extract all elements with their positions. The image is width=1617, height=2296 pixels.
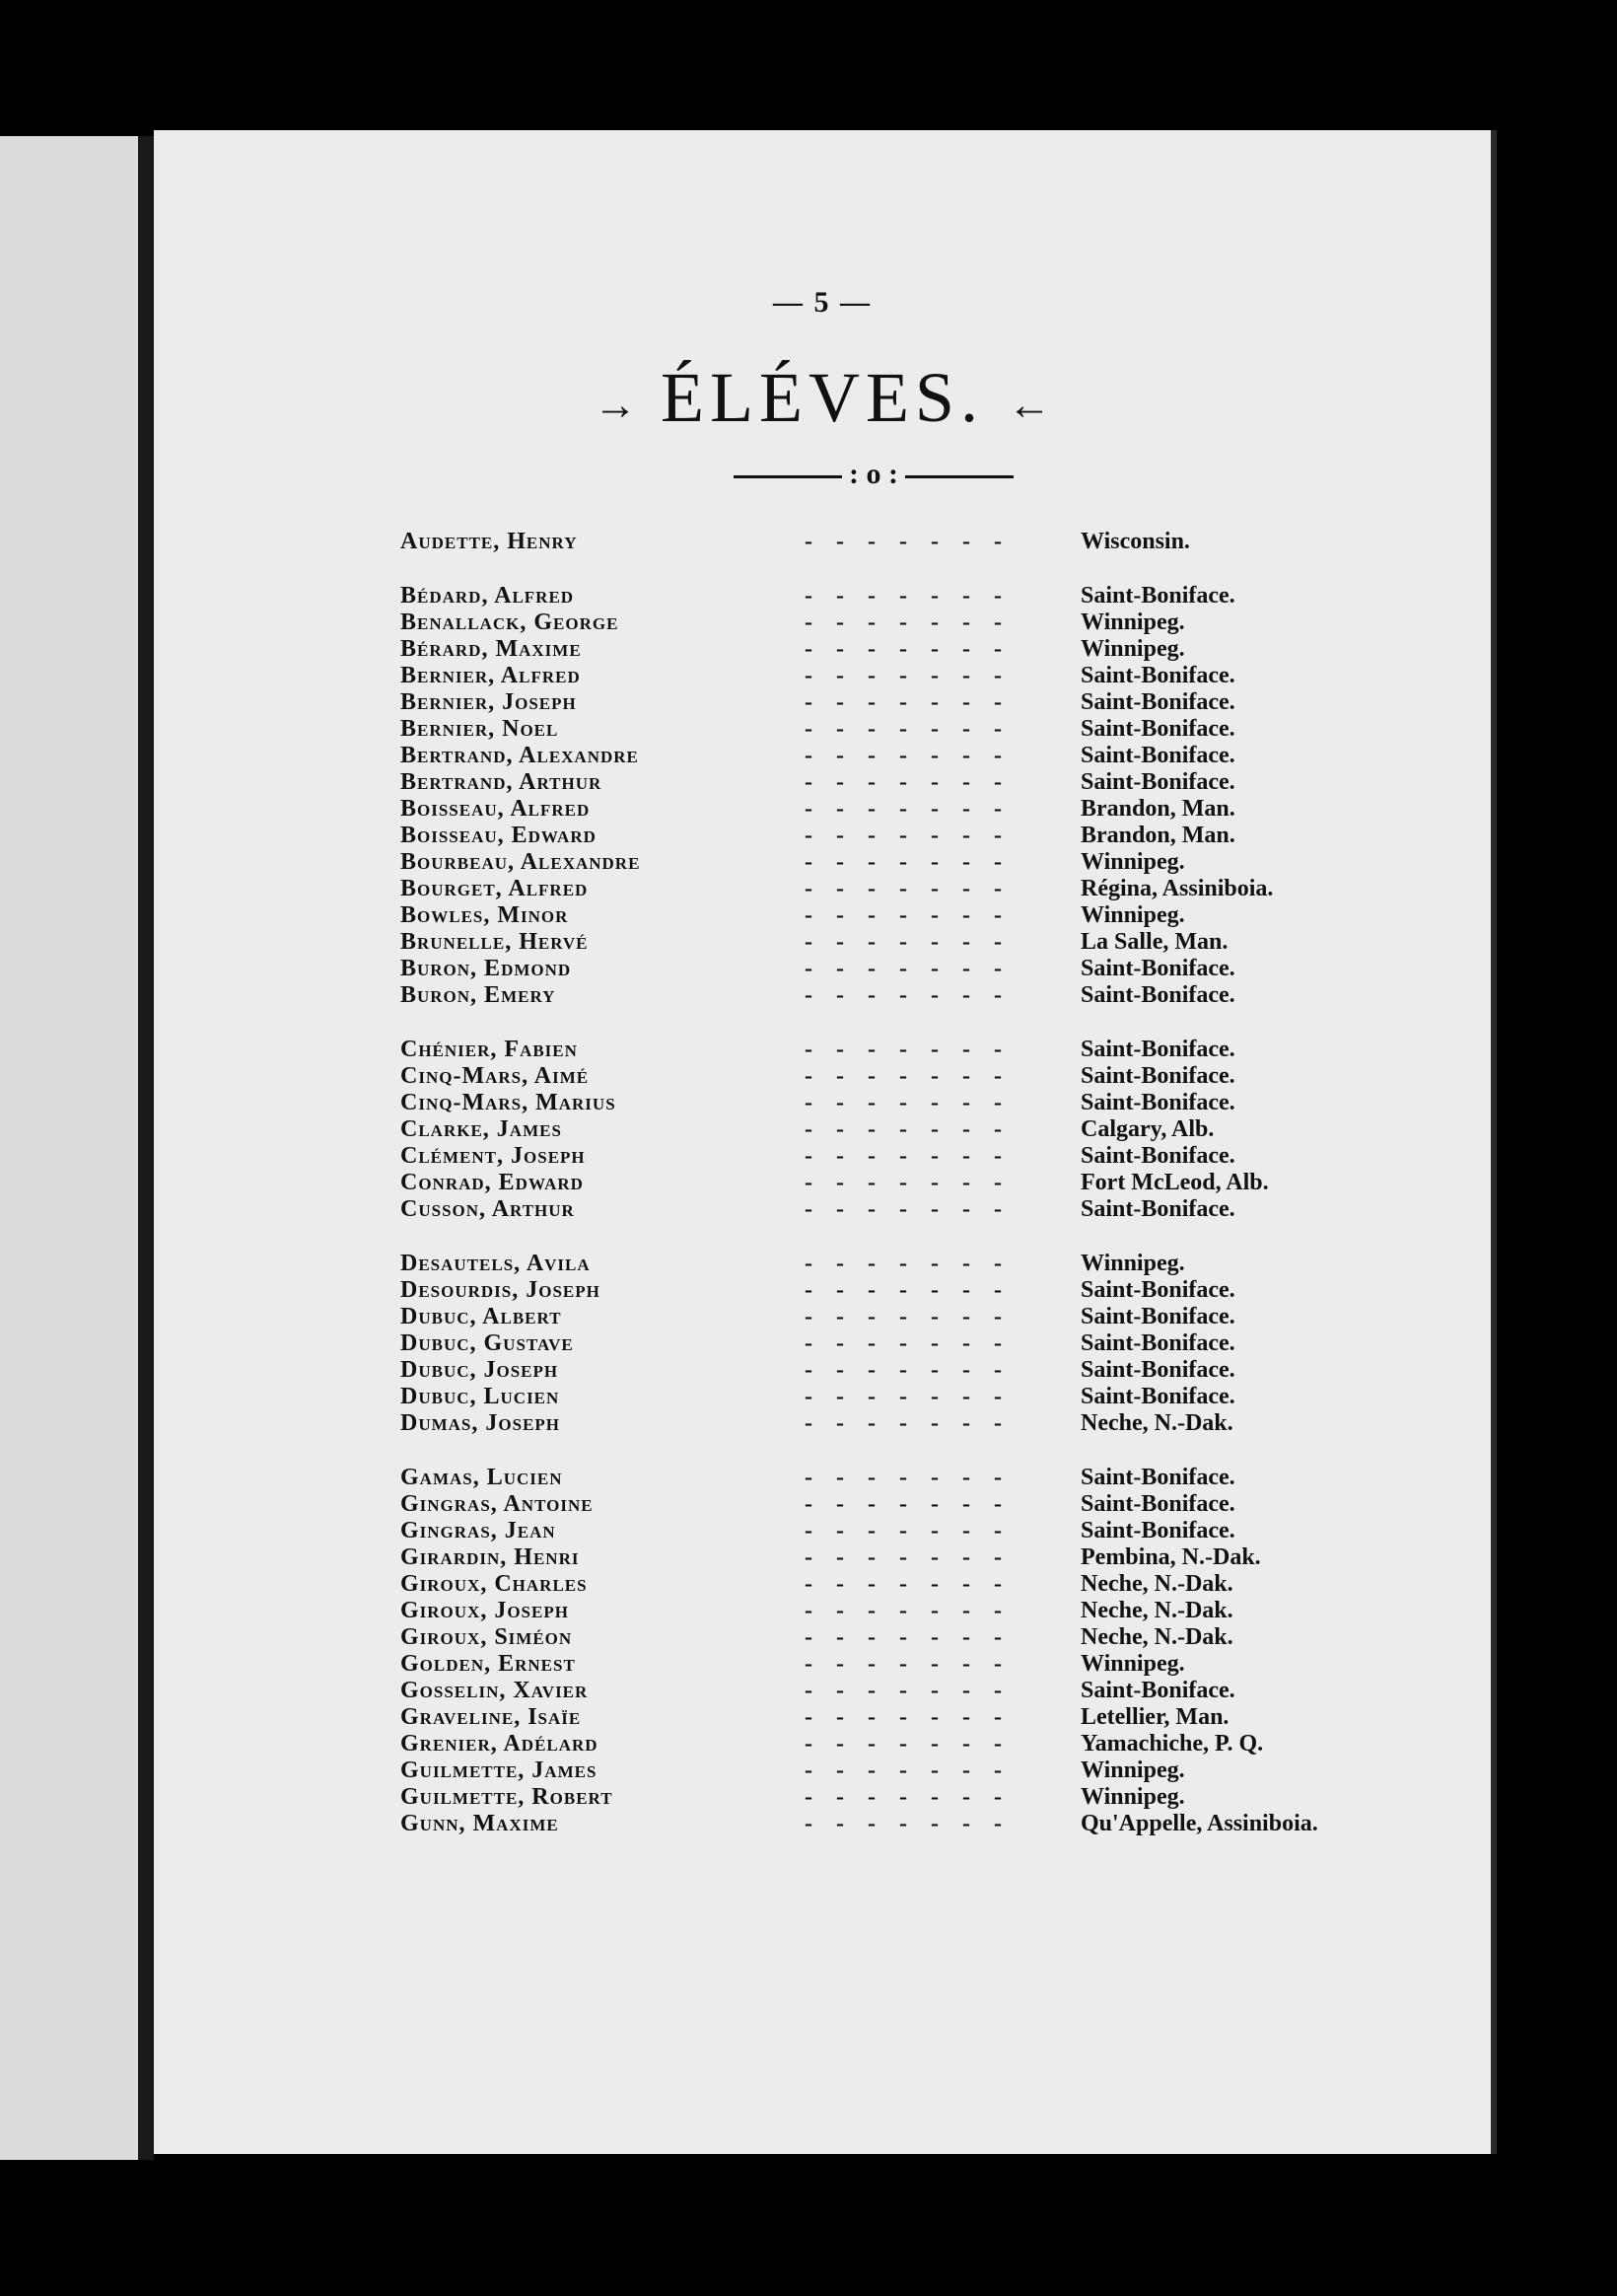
leader-dots: - - - - - - - xyxy=(805,1063,1002,1089)
student-place: Saint-Boniface. xyxy=(1081,1357,1235,1383)
student-place: Saint-Boniface. xyxy=(1081,1491,1235,1517)
student-place: Neche, N.-Dak. xyxy=(1081,1624,1233,1650)
student-place: Pembina, N.-Dak. xyxy=(1081,1544,1261,1570)
list-item xyxy=(400,982,1386,1009)
student-place: Qu'Appelle, Assiniboia. xyxy=(1081,1811,1318,1836)
leader-dots: - - - - - - - xyxy=(805,1330,1002,1356)
student-place: Winnipeg. xyxy=(1081,849,1185,875)
leader-dots: - - - - - - - xyxy=(805,743,1002,768)
student-name: Audette, Henry xyxy=(400,529,578,554)
student-place: Saint-Boniface. xyxy=(1081,1304,1235,1329)
student-name: Bernier, Alfred xyxy=(400,663,581,688)
list-item xyxy=(400,1037,1386,1063)
student-name: Dubuc, Albert xyxy=(400,1304,562,1329)
leader-dots: - - - - - - - xyxy=(805,1811,1002,1836)
leader-dots: - - - - - - - xyxy=(805,689,1002,715)
leader-dots: - - - - - - - xyxy=(805,663,1002,688)
leader-dots: - - - - - - - xyxy=(805,1410,1002,1436)
student-place: Winnipeg. xyxy=(1081,1784,1185,1810)
list-item xyxy=(400,1704,1386,1731)
student-name: Chénier, Fabien xyxy=(400,1037,578,1062)
list-item xyxy=(400,610,1386,636)
list-item xyxy=(400,1518,1386,1544)
student-name: Benallack, George xyxy=(400,610,619,635)
student-name: Guilmette, James xyxy=(400,1758,598,1783)
leader-dots: - - - - - - - xyxy=(805,1116,1002,1142)
list-item xyxy=(400,1143,1386,1170)
list-item xyxy=(400,902,1386,929)
leader-dots: - - - - - - - xyxy=(805,583,1002,609)
student-name: Conrad, Edward xyxy=(400,1170,584,1195)
list-item xyxy=(400,1410,1386,1437)
title-divider xyxy=(686,458,1061,497)
student-name: Gunn, Maxime xyxy=(400,1811,559,1836)
student-name: Bernier, Joseph xyxy=(400,689,577,715)
student-name: Bérard, Maxime xyxy=(400,636,582,662)
leader-dots: - - - - - - - xyxy=(805,1624,1002,1650)
student-place: Yamachiche, P. Q. xyxy=(1081,1731,1264,1757)
leader-dots: - - - - - - - xyxy=(805,1090,1002,1115)
list-item xyxy=(400,1571,1386,1598)
facing-page xyxy=(0,136,148,2160)
student-name: Cusson, Arthur xyxy=(400,1196,575,1222)
student-name: Graveline, Isaïe xyxy=(400,1704,582,1730)
student-place: La Salle, Man. xyxy=(1081,929,1229,955)
student-group xyxy=(400,1465,1386,1837)
student-place: Saint-Boniface. xyxy=(1081,743,1235,768)
student-name: Giroux, Joseph xyxy=(400,1598,569,1623)
student-place: Saint-Boniface. xyxy=(1081,1518,1235,1543)
leader-dots: - - - - - - - xyxy=(805,1491,1002,1517)
student-place: Saint-Boniface. xyxy=(1081,982,1235,1008)
ornament-right-icon: ← xyxy=(1007,380,1051,429)
student-place: Calgary, Alb. xyxy=(1081,1116,1215,1142)
student-place: Neche, N.-Dak. xyxy=(1081,1410,1233,1436)
leader-dots: - - - - - - - xyxy=(805,769,1002,795)
student-place: Fort McLeod, Alb. xyxy=(1081,1170,1269,1195)
student-name: Cinq-Mars, Marius xyxy=(400,1090,616,1115)
list-item xyxy=(400,636,1386,663)
document-page xyxy=(154,130,1491,2154)
leader-dots: - - - - - - - xyxy=(805,1651,1002,1677)
list-item xyxy=(400,1384,1386,1410)
student-name: Boisseau, Alfred xyxy=(400,796,591,822)
list-item xyxy=(400,1678,1386,1704)
student-name: Bourbeau, Alexandre xyxy=(400,849,641,875)
list-item xyxy=(400,1731,1386,1758)
student-name: Giroux, Siméon xyxy=(400,1624,573,1650)
leader-dots: - - - - - - - xyxy=(805,1357,1002,1383)
student-place: Winnipeg. xyxy=(1081,1651,1185,1677)
leader-dots: - - - - - - - xyxy=(805,1571,1002,1597)
list-item xyxy=(400,1465,1386,1491)
student-place: Saint-Boniface. xyxy=(1081,716,1235,742)
ornament-left-icon: → xyxy=(594,380,638,429)
divider-mark: : o : xyxy=(849,458,898,490)
student-name: Gosselin, Xavier xyxy=(400,1678,589,1703)
leader-dots: - - - - - - - xyxy=(805,1143,1002,1169)
list-item xyxy=(400,956,1386,982)
student-name: Desautels, Avila xyxy=(400,1251,591,1276)
leader-dots: - - - - - - - xyxy=(805,823,1002,848)
student-name: Bertrand, Alexandre xyxy=(400,743,639,768)
student-group xyxy=(400,529,1386,555)
student-place: Saint-Boniface. xyxy=(1081,1465,1235,1490)
student-place: Saint-Boniface. xyxy=(1081,1196,1235,1222)
student-place: Saint-Boniface. xyxy=(1081,1063,1235,1089)
leader-dots: - - - - - - - xyxy=(805,1731,1002,1757)
list-item xyxy=(400,1304,1386,1330)
list-item xyxy=(400,689,1386,716)
student-name: Dubuc, Lucien xyxy=(400,1384,560,1409)
student-name: Golden, Ernest xyxy=(400,1651,576,1677)
student-place: Winnipeg. xyxy=(1081,610,1185,635)
student-name: Clément, Joseph xyxy=(400,1143,586,1169)
list-item xyxy=(400,1491,1386,1518)
list-item xyxy=(400,1758,1386,1784)
student-name: Girardin, Henri xyxy=(400,1544,580,1570)
list-item xyxy=(400,663,1386,689)
student-place: Saint-Boniface. xyxy=(1081,956,1235,981)
leader-dots: - - - - - - - xyxy=(805,1465,1002,1490)
leader-dots: - - - - - - - xyxy=(805,1678,1002,1703)
student-place: Saint-Boniface. xyxy=(1081,1037,1235,1062)
list-item xyxy=(400,1624,1386,1651)
list-item xyxy=(400,769,1386,796)
list-item xyxy=(400,1598,1386,1624)
student-name: Brunelle, Hervé xyxy=(400,929,589,955)
student-place: Letellier, Man. xyxy=(1081,1704,1230,1730)
list-item xyxy=(400,1811,1386,1837)
student-place: Winnipeg. xyxy=(1081,902,1185,928)
student-place: Brandon, Man. xyxy=(1081,823,1235,848)
student-place: Winnipeg. xyxy=(1081,1758,1185,1783)
student-place: Winnipeg. xyxy=(1081,1251,1185,1276)
student-place: Saint-Boniface. xyxy=(1081,769,1235,795)
leader-dots: - - - - - - - xyxy=(805,529,1002,554)
student-place: Saint-Boniface. xyxy=(1081,1384,1235,1409)
leader-dots: - - - - - - - xyxy=(805,956,1002,981)
page-title: ÉLÉVES. xyxy=(661,358,984,437)
student-name: Cinq-Mars, Aimé xyxy=(400,1063,590,1089)
leader-dots: - - - - - - - xyxy=(805,982,1002,1008)
student-group xyxy=(400,1251,1386,1437)
student-group xyxy=(400,583,1386,1009)
student-name: Giroux, Charles xyxy=(400,1571,588,1597)
student-name: Bowles, Minor xyxy=(400,902,569,928)
leader-dots: - - - - - - - xyxy=(805,849,1002,875)
list-item xyxy=(400,823,1386,849)
student-name: Clarke, James xyxy=(400,1116,562,1142)
student-name: Dubuc, Joseph xyxy=(400,1357,559,1383)
list-item xyxy=(400,529,1386,555)
student-name: Gingras, Jean xyxy=(400,1518,556,1543)
leader-dots: - - - - - - - xyxy=(805,1704,1002,1730)
leader-dots: - - - - - - - xyxy=(805,1758,1002,1783)
leader-dots: - - - - - - - xyxy=(805,1518,1002,1543)
leader-dots: - - - - - - - xyxy=(805,796,1002,822)
leader-dots: - - - - - - - xyxy=(805,610,1002,635)
leader-dots: - - - - - - - xyxy=(805,1544,1002,1570)
student-place: Saint-Boniface. xyxy=(1081,1678,1235,1703)
student-name: Boisseau, Edward xyxy=(400,823,597,848)
student-place: Saint-Boniface. xyxy=(1081,1090,1235,1115)
student-name: Dumas, Joseph xyxy=(400,1410,561,1436)
list-item xyxy=(400,1651,1386,1678)
leader-dots: - - - - - - - xyxy=(805,876,1002,901)
student-name: Bédard, Alfred xyxy=(400,583,575,609)
student-place: Neche, N.-Dak. xyxy=(1081,1571,1233,1597)
student-place: Saint-Boniface. xyxy=(1081,663,1235,688)
leader-dots: - - - - - - - xyxy=(805,716,1002,742)
student-list xyxy=(400,529,1386,1865)
list-item xyxy=(400,1170,1386,1196)
student-name: Buron, Edmond xyxy=(400,956,572,981)
student-place: Régina, Assiniboia. xyxy=(1081,876,1274,901)
student-place: Winnipeg. xyxy=(1081,636,1185,662)
leader-dots: - - - - - - - xyxy=(805,1277,1002,1303)
student-place: Brandon, Man. xyxy=(1081,796,1235,822)
leader-dots: - - - - - - - xyxy=(805,1037,1002,1062)
leader-dots: - - - - - - - xyxy=(805,1384,1002,1409)
page-number: — 5 — xyxy=(773,286,872,319)
leader-dots: - - - - - - - xyxy=(805,929,1002,955)
list-item xyxy=(400,1063,1386,1090)
student-name: Buron, Emery xyxy=(400,982,556,1008)
student-name: Gamas, Lucien xyxy=(400,1465,563,1490)
page-edge xyxy=(1491,130,1497,2154)
list-item xyxy=(400,876,1386,902)
list-item xyxy=(400,849,1386,876)
student-name: Bernier, Noel xyxy=(400,716,559,742)
list-item xyxy=(400,1251,1386,1277)
list-item xyxy=(400,583,1386,610)
student-group xyxy=(400,1037,1386,1223)
list-item xyxy=(400,1116,1386,1143)
leader-dots: - - - - - - - xyxy=(805,1196,1002,1222)
student-name: Dubuc, Gustave xyxy=(400,1330,574,1356)
list-item xyxy=(400,1196,1386,1223)
leader-dots: - - - - - - - xyxy=(805,1170,1002,1195)
list-item xyxy=(400,929,1386,956)
list-item xyxy=(400,716,1386,743)
leader-dots: - - - - - - - xyxy=(805,1784,1002,1810)
student-name: Bourget, Alfred xyxy=(400,876,589,901)
list-item xyxy=(400,1357,1386,1384)
book-spine xyxy=(138,136,154,2160)
student-name: Grenier, Adélard xyxy=(400,1731,598,1757)
list-item xyxy=(400,1330,1386,1357)
leader-dots: - - - - - - - xyxy=(805,636,1002,662)
list-item xyxy=(400,1544,1386,1571)
leader-dots: - - - - - - - xyxy=(805,1304,1002,1329)
student-place: Saint-Boniface. xyxy=(1081,1277,1235,1303)
student-place: Neche, N.-Dak. xyxy=(1081,1598,1233,1623)
list-item xyxy=(400,1784,1386,1811)
leader-dots: - - - - - - - xyxy=(805,1598,1002,1623)
student-place: Saint-Boniface. xyxy=(1081,1143,1235,1169)
student-name: Bertrand, Arthur xyxy=(400,769,602,795)
student-name: Guilmette, Robert xyxy=(400,1784,613,1810)
leader-dots: - - - - - - - xyxy=(805,902,1002,928)
list-item xyxy=(400,743,1386,769)
student-place: Saint-Boniface. xyxy=(1081,583,1235,609)
student-name: Gingras, Antoine xyxy=(400,1491,594,1517)
student-place: Saint-Boniface. xyxy=(1081,1330,1235,1356)
student-place: Wisconsin. xyxy=(1081,529,1190,554)
list-item xyxy=(400,1277,1386,1304)
student-name: Desourdis, Joseph xyxy=(400,1277,600,1303)
list-item xyxy=(400,796,1386,823)
list-item xyxy=(400,1090,1386,1116)
student-place: Saint-Boniface. xyxy=(1081,689,1235,715)
leader-dots: - - - - - - - xyxy=(805,1251,1002,1276)
page-title-row xyxy=(154,357,1491,439)
